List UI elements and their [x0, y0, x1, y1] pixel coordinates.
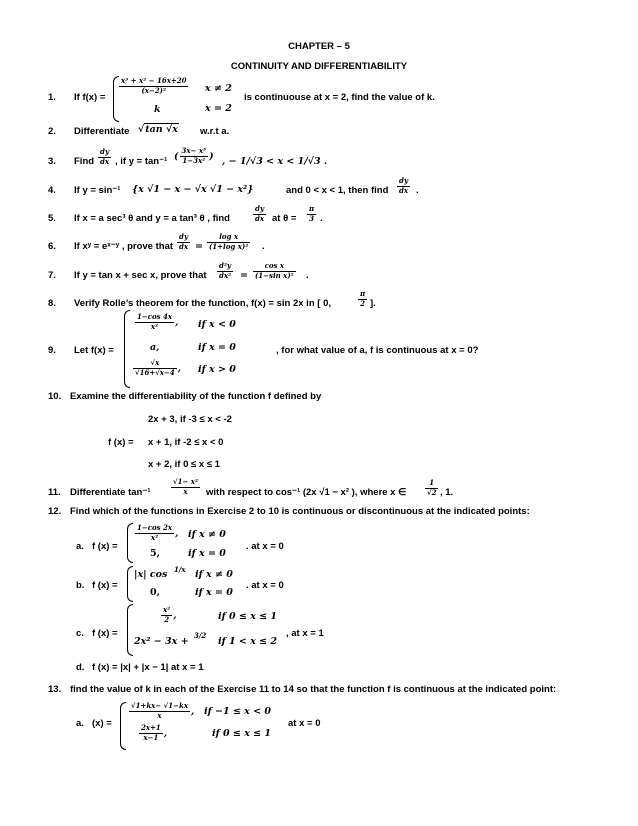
- question-text: If f(x) =: [74, 92, 106, 103]
- angle-value: [306, 205, 317, 224]
- interval-end: [357, 290, 368, 309]
- question-number: 2.: [48, 126, 56, 137]
- piece-1: [118, 77, 189, 96]
- numerator: 1−cos 4x: [137, 312, 173, 321]
- denominator: (1+log x)²: [209, 241, 249, 251]
- range: , − 1/√3 < x < 1/√3 .: [222, 156, 328, 167]
- piece-1: $\frac{\text{x²}}{2}$ ,: [163, 605, 177, 624]
- condition-2: if 0 ≤ x ≤ 1: [212, 728, 272, 739]
- argument: ( $\frac{\text{3x− x³}}{\text{1−3x²}}$ ): [174, 146, 214, 165]
- radical: √tan √x: [138, 124, 178, 135]
- question-text: If y = tan x + sec x, prove that: [74, 270, 207, 281]
- numerator: dy: [98, 148, 111, 158]
- function-label: f (x) =: [92, 541, 118, 552]
- function-label: f (x) =: [92, 580, 118, 591]
- left-brace: [120, 702, 126, 750]
- point: , at x = 1: [286, 628, 324, 639]
- fraction: 3/2: [194, 631, 207, 640]
- denominator: 2: [360, 298, 365, 308]
- condition-3: if x > 0: [198, 364, 236, 375]
- denominator: 3: [309, 213, 314, 223]
- question-number: 3.: [48, 156, 56, 167]
- numerator: x²: [163, 605, 171, 614]
- part-label: a.: [76, 718, 84, 729]
- left-brace: [124, 310, 130, 388]
- question-text: If y = sin⁻¹: [74, 185, 121, 196]
- denominator: x: [157, 710, 162, 720]
- question-text: , 1.: [440, 487, 454, 498]
- numerator: 1: [425, 479, 438, 489]
- equals: =: [195, 241, 203, 252]
- result: [252, 262, 297, 281]
- denominator: √16+√x−4: [135, 367, 175, 377]
- condition-1: if x < 0: [198, 319, 236, 330]
- numerator: π: [309, 204, 315, 213]
- numerator: dy: [177, 233, 190, 243]
- derivative: [97, 148, 112, 167]
- condition-1: if 0 ≤ x ≤ 1: [218, 611, 278, 622]
- condition-2: if 1 < x ≤ 2: [218, 636, 278, 647]
- question-number: 13.: [48, 684, 62, 695]
- derivative: [252, 205, 267, 224]
- denominator: 1−3x²: [182, 155, 206, 165]
- point: at x = 0: [288, 718, 321, 729]
- question-number: 9.: [48, 345, 56, 356]
- part-label: d.: [76, 662, 85, 673]
- question-text: find the value of k in each of the Exercise 11 to 14 so that the function f is continuous at the indicated point:: [70, 684, 557, 695]
- piece-2: a,: [150, 342, 160, 353]
- condition-1: if x ≠ 0: [188, 529, 226, 540]
- question-number: 10.: [48, 391, 62, 402]
- question-text: If x = a sec³ θ and y = a tan³ θ , find: [74, 213, 230, 224]
- numerator: dy: [397, 177, 410, 187]
- condition-2: if x = 0: [195, 587, 233, 598]
- derivative: [176, 233, 191, 252]
- question-text: Let f(x) =: [74, 345, 114, 356]
- numerator: √x: [133, 359, 177, 369]
- denominator: dx: [100, 156, 110, 166]
- question-text: Examine the differentiability of the function f defined by: [70, 391, 322, 402]
- question-text: .: [416, 185, 419, 196]
- point: . at x = 0: [246, 580, 284, 591]
- fraction: [119, 77, 188, 96]
- result: [206, 233, 251, 252]
- question-number: 4.: [48, 185, 56, 196]
- denominator: x²: [150, 321, 159, 331]
- question-text: at θ =: [272, 213, 297, 224]
- denominator: x: [183, 486, 188, 496]
- part-label: a.: [76, 541, 84, 552]
- condition-1: x ≠ 2: [205, 83, 232, 94]
- numerator: 1−cos 2x: [137, 523, 173, 532]
- numerator: cos x: [253, 262, 296, 272]
- function-label: f (x) =: [108, 437, 134, 448]
- piece-2: 0,: [150, 587, 160, 598]
- piece-2: 2x² − 3x +: [134, 636, 189, 647]
- left-brace: [127, 566, 133, 602]
- question-number: 6.: [48, 241, 56, 252]
- denominator: dx: [255, 213, 265, 223]
- argument: [170, 478, 201, 497]
- numerator: dy: [253, 205, 266, 215]
- denominator: (1−sin x)²: [255, 270, 294, 280]
- numerator: √1− x²: [173, 477, 199, 486]
- expression: {x √1 − x − √x √1 − x²}: [132, 184, 254, 195]
- denominator: dx: [399, 185, 409, 195]
- question-text: w.r.t a.: [200, 126, 230, 137]
- left-brace: [127, 604, 133, 656]
- second-derivative: [216, 262, 234, 281]
- topic-heading: CONTINUITY AND DIFFERENTIABILITY: [230, 61, 408, 72]
- numerator: √1+kx− √1−kx: [131, 701, 189, 710]
- condition-2: if x = 0: [188, 548, 226, 559]
- question-text: , if y = tan⁻¹: [115, 156, 168, 167]
- question-text: with respect to cos⁻¹ (2x √1 − x² ), where x ∈: [206, 487, 407, 498]
- piece-2: 5,: [150, 548, 160, 559]
- piece-3: $\frac{√x}{√16+√x-4}$ ,: [135, 358, 182, 377]
- numerator: x³ + x² − 16x+20: [121, 76, 187, 85]
- question-number: 8.: [48, 298, 56, 309]
- function-label: f (x) =: [92, 628, 118, 639]
- part-label: b.: [76, 580, 85, 591]
- piece-1: $\frac{1-\cos 4x}{\text{x²}}$ ,: [137, 312, 179, 331]
- fraction: 1/x: [174, 565, 186, 574]
- piece-2: $\frac{2x+1}{x-1}$ ,: [141, 723, 168, 742]
- denominator: dx: [179, 241, 189, 251]
- question-text: Differentiate: [74, 126, 130, 137]
- case-2: x + 1, if -2 ≤ x < 0: [148, 437, 224, 448]
- numerator: 3x− x³: [181, 146, 207, 155]
- chapter-heading: CHAPTER – 5: [288, 41, 350, 52]
- part-text: f (x) = |x| + |x − 1| at x = 1: [92, 662, 204, 673]
- case-1: 2x + 3, if -3 ≤ x < -2: [148, 414, 232, 425]
- question-text: .: [320, 213, 323, 224]
- piece-1: $\frac{√1+kx- √1-kx}{x}$ ,: [131, 701, 195, 720]
- denominator: (x−2)²: [141, 85, 167, 95]
- question-number: 11.: [48, 487, 61, 498]
- question-text: If xʸ = eˣ⁻ʸ , prove that: [74, 241, 174, 252]
- question-number: 5.: [48, 213, 56, 224]
- derivative: [396, 177, 411, 196]
- piece-1: $\frac{1-\cos 2x}{\text{x²}}$ ,: [137, 523, 179, 542]
- denominator: x²: [150, 532, 159, 542]
- function-label: (x) =: [92, 718, 112, 729]
- denominator: 2: [164, 614, 170, 624]
- question-text: is continuouse at x = 2, find the value of k.: [244, 92, 435, 103]
- condition-1: if x ≠ 0: [195, 569, 233, 580]
- question-number: 1.: [48, 92, 56, 103]
- piece-1: |x| cos: [134, 569, 168, 580]
- radicand: tan √x: [145, 124, 178, 135]
- part-label: c.: [76, 628, 84, 639]
- question-text: and 0 < x < 1, then find: [286, 185, 389, 196]
- denominator: dx²: [219, 270, 232, 280]
- denominator: √2: [427, 487, 437, 497]
- question-text: Verify Rolle’s theorem for the function, f(x) = sin 2x in [ 0,: [74, 298, 331, 309]
- question-number: 12.: [48, 506, 62, 517]
- question-text: Find which of the functions in Exercise 2 to 10 is continuous or discontinuous at the indicated points:: [70, 506, 530, 517]
- condition-1: if −1 ≤ x < 0: [204, 706, 271, 717]
- condition-2: if x = 0: [198, 342, 236, 353]
- point: . at x = 0: [246, 541, 284, 552]
- left-brace: [127, 523, 133, 563]
- question-text: Find: [74, 156, 95, 167]
- numerator: log x: [207, 233, 250, 243]
- denominator: x−1: [143, 732, 159, 742]
- question-text: ].: [370, 298, 376, 309]
- lower-bound: [424, 479, 439, 498]
- equals: =: [240, 270, 248, 281]
- case-3: x + 2, if 0 ≤ x ≤ 1: [148, 459, 220, 470]
- question-number: 7.: [48, 270, 56, 281]
- question-text: , for what value of a, f is continuous at x = 0?: [276, 345, 479, 356]
- question-text: .: [306, 270, 309, 281]
- question-text: .: [262, 241, 265, 252]
- numerator: π: [360, 289, 366, 298]
- numerator: 2x+1: [141, 723, 161, 732]
- piece-2: k: [154, 104, 161, 115]
- condition-2: x = 2: [205, 103, 232, 114]
- numerator: d²y: [217, 262, 233, 272]
- question-text: Differentiate tan⁻¹: [70, 487, 151, 498]
